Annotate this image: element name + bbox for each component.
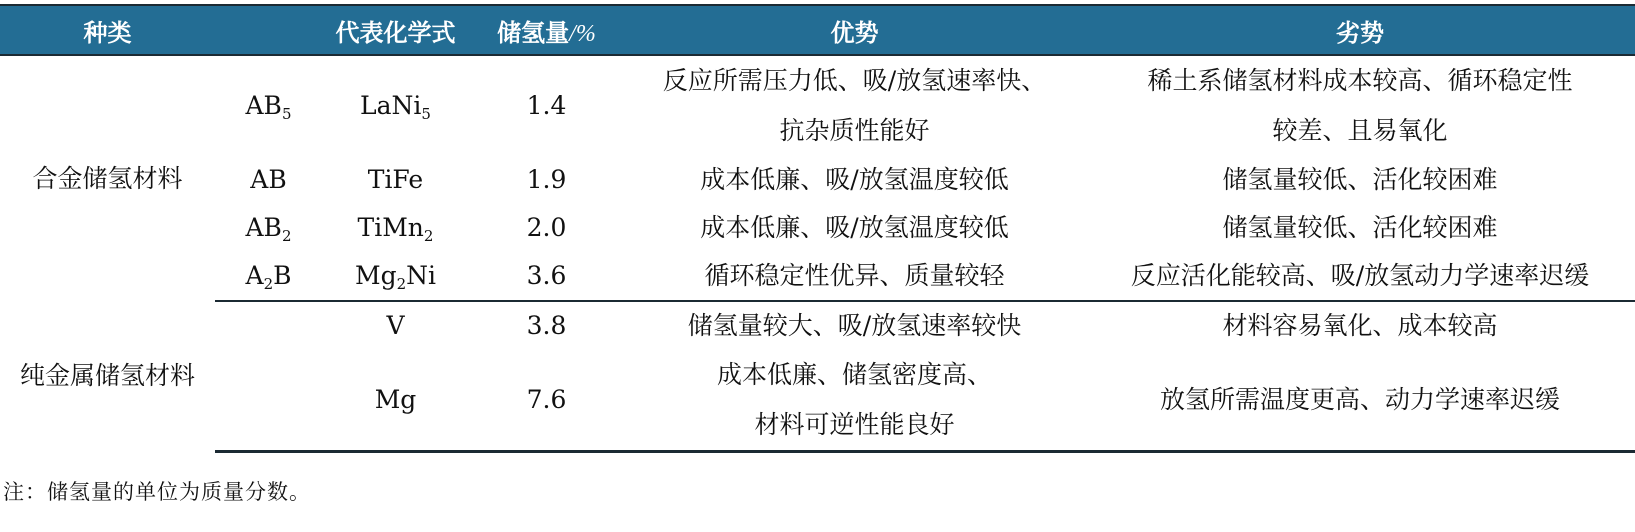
formula-cell [322,252,469,301]
table-body [0,55,1635,452]
header-type [215,5,322,55]
type-cell [215,252,322,301]
table-header [0,5,1635,55]
advantages-line: 储氢量较大、吸/放氢速率较快 [687,311,1022,340]
type-cell-empty [215,350,322,452]
disadvantages-cell [1085,301,1635,350]
formula-rest: Ni [406,261,437,290]
type-base: A [245,261,264,290]
formula-base: Mg [354,261,397,290]
table-footnote: 注：储氢量的单位为质量分数。 [3,480,311,504]
disadvantages-line: 放氢所需温度更高、动力学速率迟缓 [1159,385,1560,414]
table-row [0,350,1635,452]
capacity-cell: 3.6 [469,252,624,301]
type-sub: 5 [281,105,292,123]
table-row [0,252,1635,301]
formula-cell [322,55,469,156]
advantages-cell [624,350,1085,452]
advantages-line: 反应所需压力低、吸/放氢速率快、 [662,66,1047,95]
advantages-cell [624,55,1085,156]
table-row [0,55,1635,156]
header-formula: 代表化学式 [322,5,469,55]
advantages-cell [624,156,1085,204]
table-row [0,204,1635,252]
table-row [0,301,1635,350]
disadvantages-cell [1085,252,1635,301]
category-cell: 纯金属储氢材料 [19,361,195,391]
type-cell-empty [215,301,322,350]
formula-sub: 2 [396,275,407,293]
disadvantages-line: 反应活化能较高、吸/放氢动力学速率迟缓 [1130,261,1590,290]
advantages-cell [624,204,1085,252]
disadvantages-cell [1085,156,1635,204]
type-base: AB [245,91,282,120]
header-advantages: 优势 [624,5,1085,55]
header-capacity-label: 储氢量 [497,18,570,47]
header-category: 种类 [0,5,215,55]
advantages-line: 成本低廉、吸/放氢温度较低 [700,165,1009,194]
disadvantages-cell [1085,350,1635,452]
capacity-cell: 1.4 [526,91,567,120]
disadvantages-line: 储氢量较低、活化较困难 [1222,165,1498,194]
formula-cell: Mg [322,350,469,452]
advantages-cell [624,252,1085,301]
disadvantages-cell [1085,55,1635,156]
type-sub: 2 [263,275,274,293]
type-base: AB [250,165,287,194]
type-cell [215,55,322,156]
formula-sub: 5 [421,105,431,123]
formula-cell [322,156,469,204]
hydrogen-storage-table-container [0,4,1635,453]
disadvantages-line: 储氢量较低、活化较困难 [1222,213,1498,242]
header-capacity-unit: /% [569,20,596,47]
type-base: AB [245,213,282,242]
type-rest: B [273,261,292,290]
advantages-line: 抗杂质性能好 [779,116,930,145]
header-disadvantages: 劣势 [1085,5,1635,55]
type-cell [215,204,322,252]
advantages-cell [624,301,1085,350]
capacity-cell: 1.9 [526,165,567,194]
disadvantages-line: 材料容易氧化、成本较高 [1222,311,1498,340]
advantages-line: 成本低廉、吸/放氢温度较低 [700,213,1009,242]
type-cell [215,156,322,204]
formula-sub: 2 [423,227,434,245]
advantages-line: 循环稳定性优异、质量较轻 [704,261,1005,290]
hydrogen-storage-table [0,4,1635,453]
category-cell: 合金储氢材料 [32,163,183,193]
disadvantages-line: 较差、且易氧化 [1272,116,1448,145]
formula-cell: V [386,311,405,340]
capacity-cell: 7.6 [469,350,624,452]
formula-base: TiFe [367,165,424,194]
capacity-cell: 2.0 [526,213,567,242]
capacity-cell: 3.8 [526,311,567,340]
table-row [0,156,1635,204]
advantages-line: 材料可逆性能良好 [754,410,955,439]
formula-cell [322,204,469,252]
header-capacity [469,5,624,55]
formula-base: LaNi [360,91,422,120]
disadvantages-line: 稀土系储氢材料成本较高、循环稳定性 [1147,66,1573,95]
type-sub: 2 [281,227,292,245]
header-row [0,5,1635,55]
disadvantages-cell [1085,204,1635,252]
formula-base: TiMn [357,213,424,242]
advantages-line: 成本低廉、储氢密度高、 [716,360,992,389]
